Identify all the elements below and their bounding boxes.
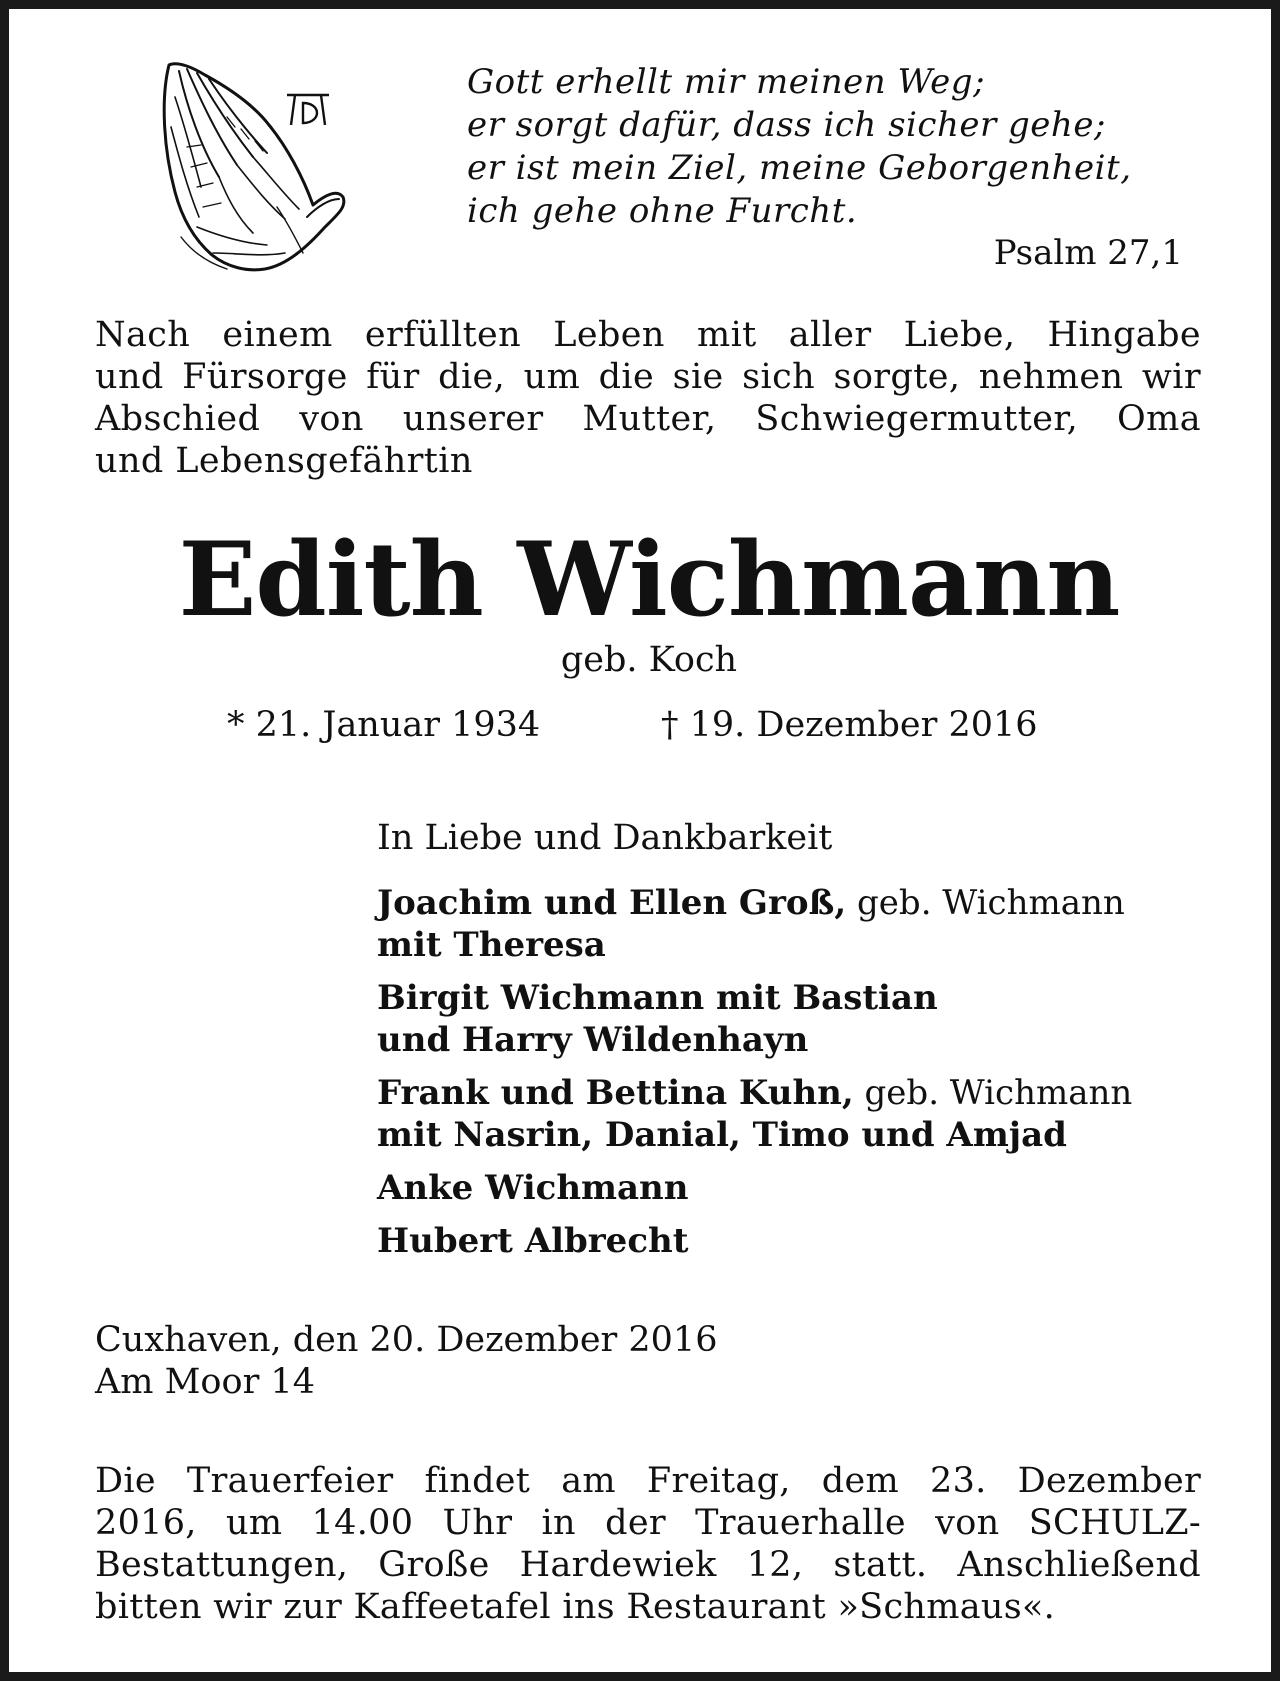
- mourner-group: [377, 1167, 1207, 1209]
- intro-line: und Lebensgefährtin: [95, 441, 473, 481]
- mourner-names: Joachim und Ellen Groß,: [377, 883, 847, 923]
- mourner-line: [377, 1072, 1207, 1114]
- mourner-group: [377, 1220, 1207, 1262]
- mourner-line: und Harry Wildenhayn: [377, 1020, 809, 1060]
- address: Am Moor 14: [95, 1362, 315, 1402]
- intro-line: Abschied von unserer Mutter, Schwiegermutter, Oma: [95, 399, 1201, 439]
- mourner-line: [377, 882, 1207, 924]
- mourner-names: Frank und Bettina Kuhn,: [377, 1073, 854, 1113]
- funeral-info: [95, 1460, 1201, 1628]
- psalm-verse: [467, 61, 1207, 233]
- mourner-line: Birgit Wichmann mit Bastian: [377, 978, 938, 1018]
- mourner-group: [377, 977, 1207, 1061]
- intro-line: Nach einem erfüllten Leben mit aller Liebe, Hingabe: [95, 315, 1201, 355]
- place-date: [95, 1319, 717, 1403]
- funeral-line: 2016, um 14.00 Uhr in der Trauerhalle von SCHULZ-: [95, 1503, 1201, 1543]
- mourner-line: mit Nasrin, Danial, Timo und Amjad: [377, 1115, 1067, 1155]
- mourners-heading: In Liebe und Dankbarkeit: [377, 818, 833, 858]
- mourner-line: Hubert Albrecht: [377, 1221, 689, 1261]
- deceased-name: Edith Wichmann: [178, 520, 1120, 640]
- durer-monogram-icon: [283, 89, 333, 129]
- mourner-group: [377, 1072, 1207, 1156]
- intro-line: und Fürsorge für die, um die sie sich sorgte, nehmen wir: [95, 357, 1201, 397]
- intro-text: [95, 314, 1201, 482]
- mourner-line: Anke Wichmann: [377, 1168, 689, 1208]
- maiden-name: geb. Koch: [560, 640, 738, 680]
- funeral-line: bitten wir zur Kaffeetafel ins Restaurant »Schmaus«.: [95, 1587, 1056, 1627]
- verse-line: ich gehe ohne Furcht.: [467, 191, 858, 231]
- psalm-source: Psalm 27,1: [993, 233, 1183, 273]
- mourners-list: [377, 882, 1207, 1273]
- mourner-line: mit Theresa: [377, 925, 606, 965]
- mourner-maiden: geb. Wichmann: [846, 883, 1125, 923]
- verse-line: er sorgt dafür, dass ich sicher gehe;: [467, 105, 1106, 145]
- verse-line: er ist mein Ziel, meine Geborgenheit,: [467, 148, 1132, 188]
- death-date: † 19. Dezember 2016: [661, 705, 1038, 745]
- funeral-line: Bestattungen, Große Hardewiek 12, statt. Anschließend: [95, 1545, 1201, 1585]
- mourner-group: [377, 882, 1207, 966]
- city-date: Cuxhaven, den 20. Dezember 2016: [95, 1320, 718, 1360]
- mourner-maiden: geb. Wichmann: [853, 1073, 1133, 1113]
- funeral-line: Die Trauerfeier findet am Freitag, dem 23. Dezember: [95, 1461, 1201, 1501]
- birth-date: * 21. Januar 1934: [227, 705, 541, 745]
- verse-line: Gott erhellt mir meinen Weg;: [467, 62, 986, 102]
